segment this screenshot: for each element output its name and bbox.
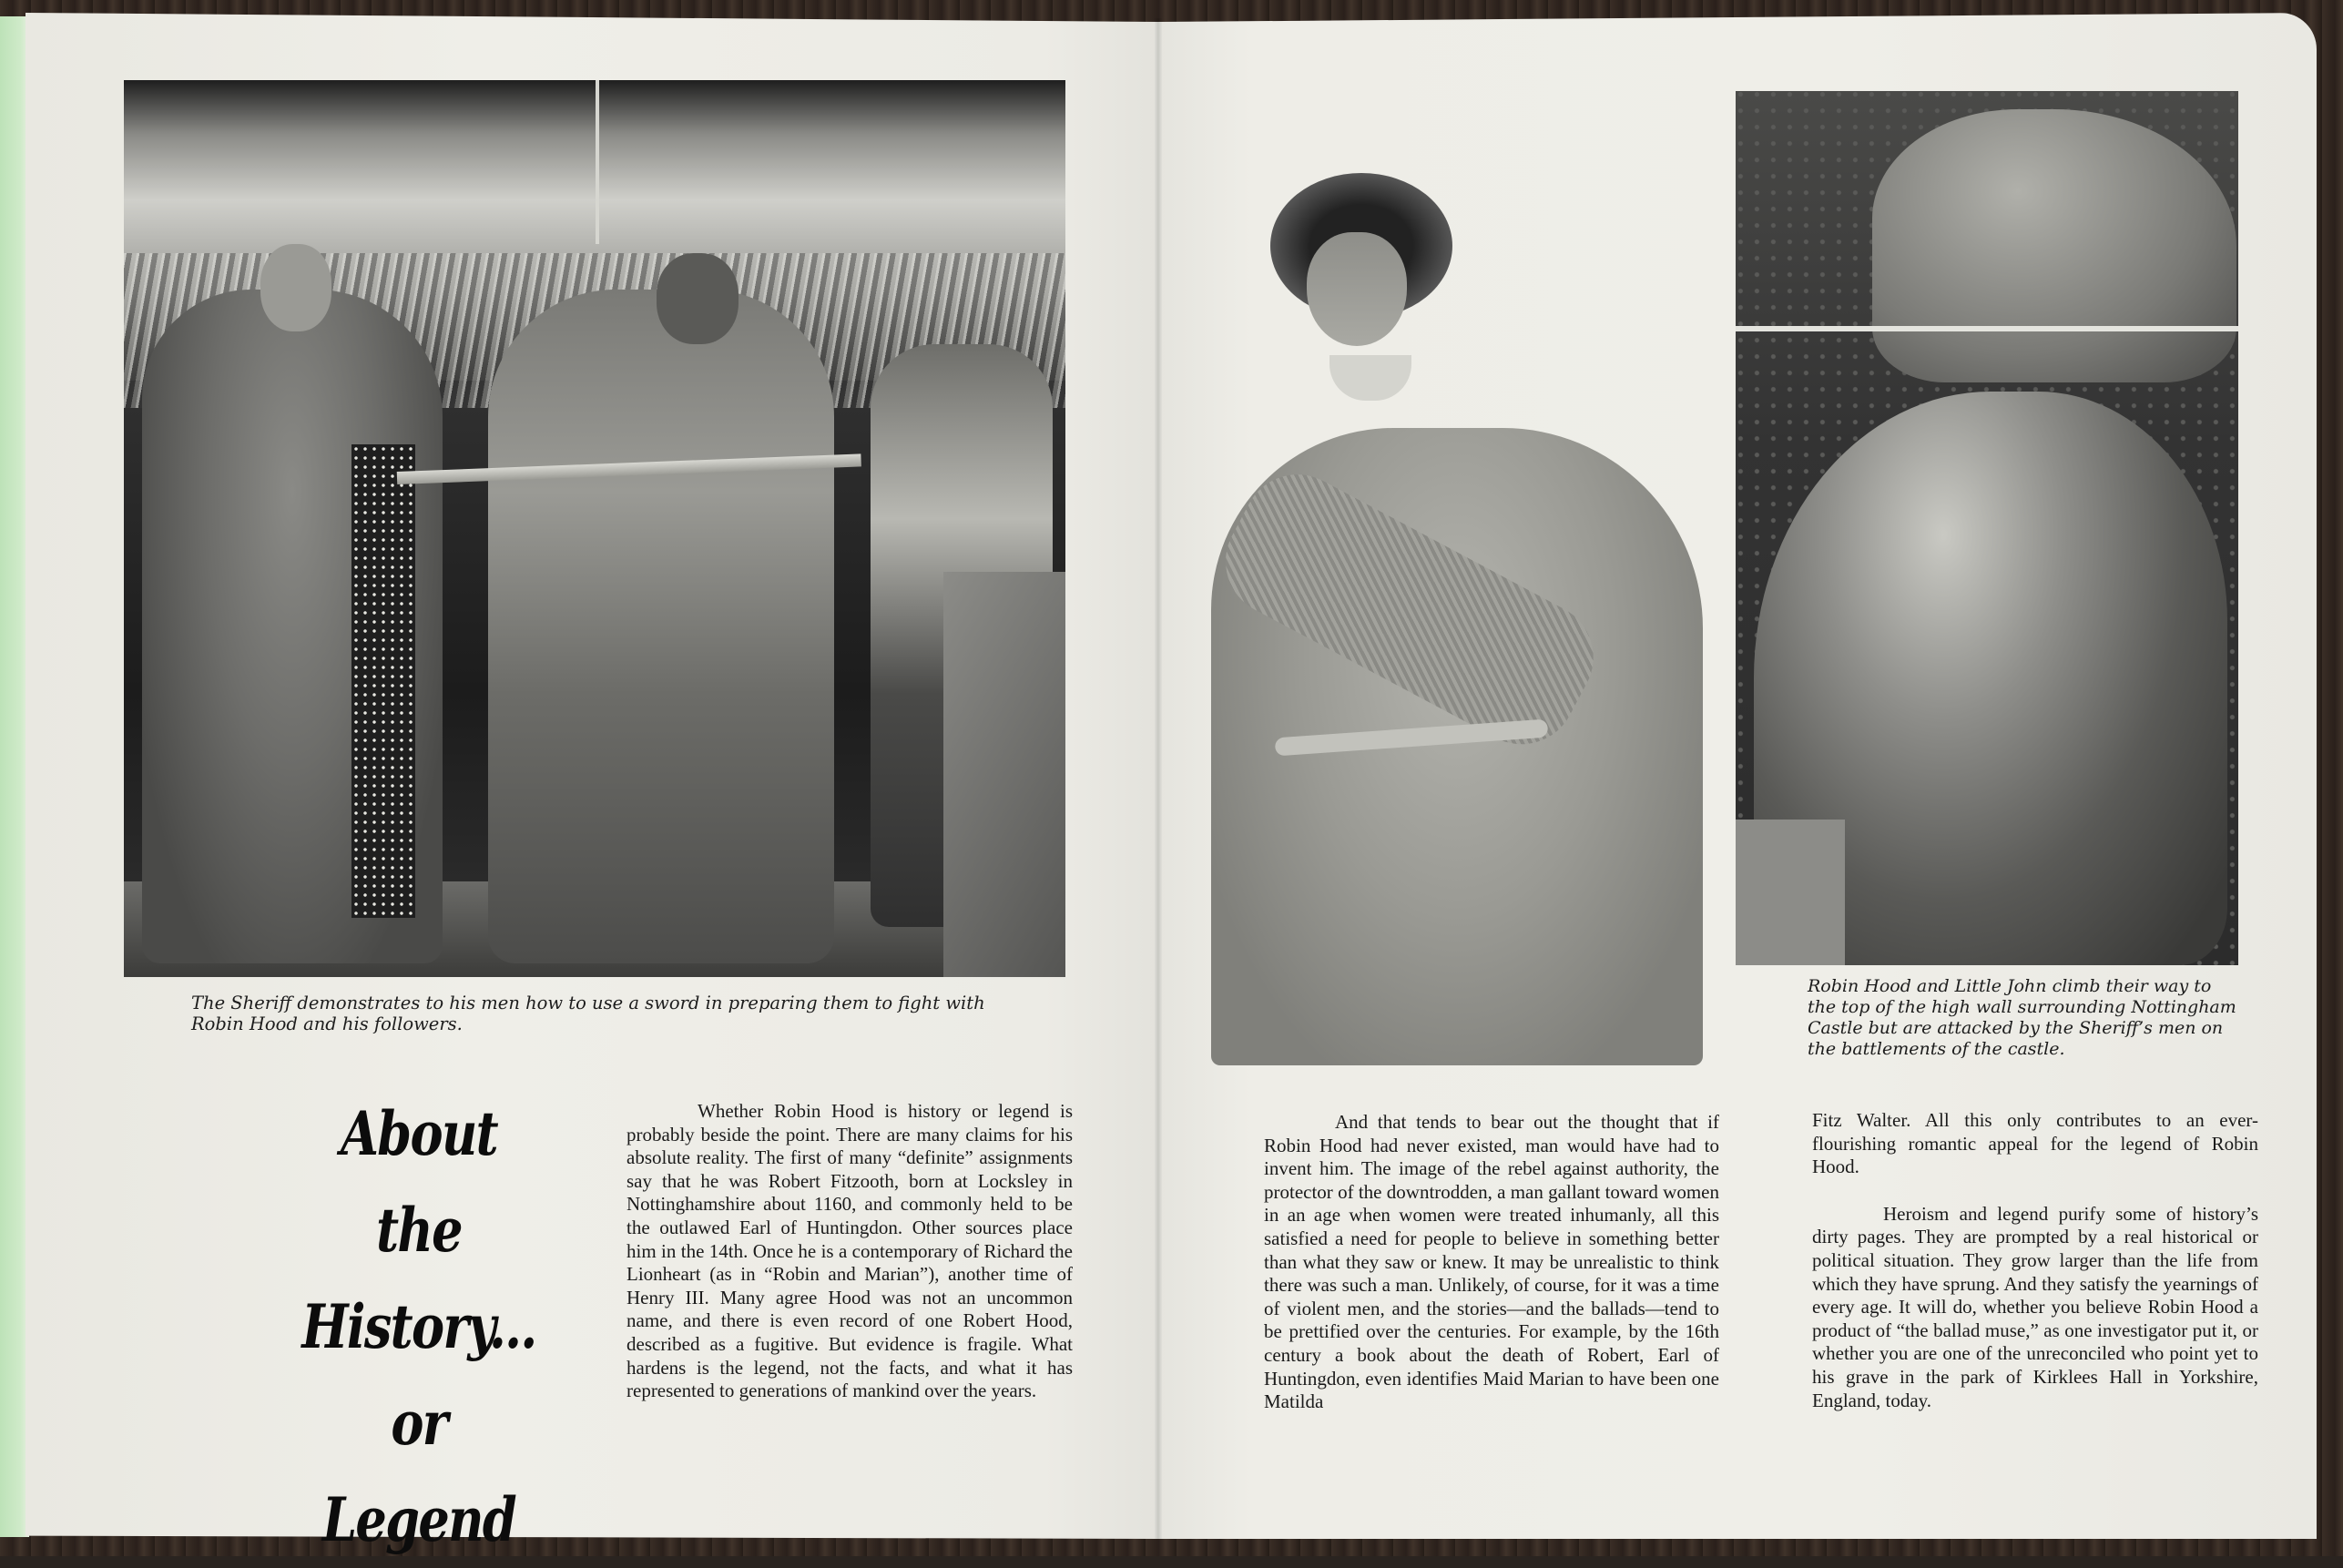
- body-paragraph: Fitz Walter. All this only contributes to an ever-flourishing romantic appeal for the legend of Robin Hood.: [1812, 1109, 2258, 1178]
- left-photo-caption: The Sheriff demonstrates to his men how to use a sword in preparing them to fight with Robin Hood and his followers.: [191, 993, 985, 1034]
- right-body-column-2: [1812, 1109, 2258, 1412]
- photo-maid-marian: [1202, 164, 1721, 1065]
- body-paragraph: Whether Robin Hood is history or legend is probably beside the point. There are many claims for his absolute reality. The first of many “definite” assignments say that he was Robert Fitzooth, born at Locksley in Nottinghamshire about 1160, and commonly held to be the outlawed Earl of Huntingdon. Other sources place him in the 14th. Once he is a contemporary of Richard the Lionheart (as in “Robin and Marian”), another time of Henry III. Many agree Hood was not an uncommon name, and there is even record of one Robert Hood, described as a fugitive. But evidence is fragile. What hardens is the legend, not the facts, and what it has represented to generations of mankind over the years.: [626, 1100, 1073, 1402]
- ground-light: [1736, 820, 1845, 965]
- body-paragraph: Heroism and legend purify some of history’s dirty pages. They are prompted by a real historical or political situation. They grow larger than the life from which they have sprung. And they satisfy the yearnings of every age. It will do, whether you believe Robin Hood a product of “the ballad muse,” as one investigator put it, or whether you are one of the unreconciled who point yet to his grave in the park of Kirklees Hall in Yorkshire, England, today.: [1812, 1202, 2258, 1411]
- body-paragraph: And that tends to bear out the thought that if Robin Hood had never existed, man would have had to invent him. The image of the rebel against authority, the protector of the downtrodden, a man gallant toward women in an age when women were treated inhumanly, all this satisfied a need for people to believe in something better than what they saw or knew. It may be unrealistic to think there was such a man. Unlikely, of course, for it was a time of violent men, and the stories—and the ballads—tend to be prettified over the centuries. For example, by the 16th century a book about the death of Robert, Earl of Huntingdon, even identifies Maid Marian to have been one Matilda: [1264, 1111, 1719, 1413]
- raised-sword: [596, 80, 599, 244]
- sheriff-head: [260, 244, 331, 331]
- right-body-column-1: [1264, 1111, 1719, 1414]
- article-heading: [300, 1085, 538, 1568]
- foreground-figure: [943, 572, 1065, 977]
- page-gutter: [1155, 18, 1162, 1539]
- photo-sword-demonstration: [124, 80, 1065, 977]
- heading-line-3: or Legend: [321, 1388, 516, 1555]
- sheriff-man-figure: [1872, 109, 2236, 382]
- green-insert-sheet: [0, 16, 29, 1537]
- left-body-column: [626, 1100, 1073, 1403]
- heading-line-2: History...: [301, 1291, 536, 1362]
- sheriff-robe-trim: [351, 444, 415, 918]
- sword-crossing: [1736, 326, 2238, 331]
- photo-battlement-fight: [1736, 91, 2238, 965]
- heading-line-1: About the: [340, 1098, 498, 1266]
- fighter-head: [657, 253, 739, 344]
- fighter-figure: [488, 290, 834, 963]
- right-photo-caption: Robin Hood and Little John climb their way to the top of the high wall surrounding Nottingham Castle but are attacked by the Sheriff’s men on the battlements of the castle.: [1808, 976, 2236, 1059]
- marian-face: [1307, 232, 1407, 346]
- marian-collar: [1329, 355, 1411, 401]
